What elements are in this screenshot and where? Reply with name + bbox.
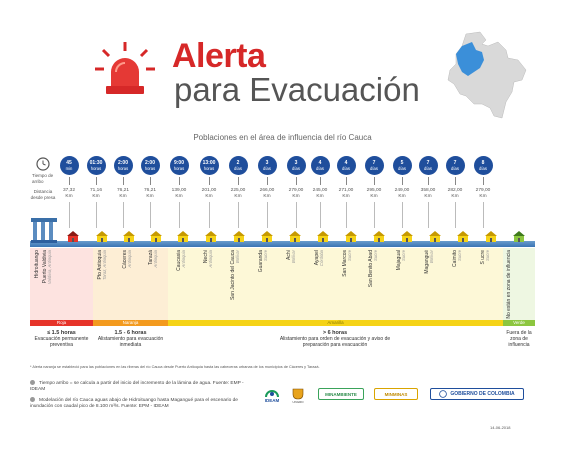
time-value: 2 (236, 159, 240, 166)
stop-line (320, 202, 321, 228)
ideam-logo: IDEAM (260, 388, 284, 403)
house-icon (484, 230, 498, 242)
distance-unit: Km (479, 194, 487, 199)
place-label (258, 250, 268, 312)
distance-unit: Km (292, 194, 300, 199)
place-department: Valdivia, Antioquia (47, 250, 52, 285)
time-unit: días (424, 165, 432, 171)
place-name: San Benito Abad (368, 250, 374, 288)
time-value: 4 (344, 159, 348, 166)
timeline-tick (267, 177, 268, 185)
gobierno-logo: GOBIERNO DE COLOMBIA (430, 388, 524, 400)
place-name: Guaranda (258, 250, 264, 273)
stop-line (150, 202, 151, 228)
stop-line (69, 202, 70, 228)
distance-value (443, 188, 467, 200)
place-department: Antioquia (153, 250, 158, 268)
place-label (203, 250, 213, 312)
distance-value (390, 188, 414, 200)
gobierno-seal-icon (439, 390, 447, 398)
bullet-dot (30, 380, 35, 385)
place-name: Pto Antioquia (97, 250, 103, 280)
distance-value (416, 188, 440, 200)
stop-line (209, 202, 210, 228)
house-icon (204, 230, 218, 242)
place-label (480, 250, 490, 312)
timeline-tick (402, 177, 403, 185)
place-department: Sucre (263, 250, 268, 261)
time-unit: días (451, 165, 459, 171)
time-unit: horas (144, 165, 156, 171)
distance-number: 225,00 (230, 188, 246, 193)
distance-value (308, 188, 332, 200)
place-department: Antioquia (208, 250, 213, 268)
distance-number: 279,00 (475, 188, 491, 193)
timeline-tick (69, 177, 70, 185)
time-circle (337, 156, 356, 175)
house-icon (428, 230, 442, 242)
place-name: Magangué (424, 250, 430, 274)
minambiente-logo: MINAMBIENTE (318, 388, 364, 400)
time-unit: horas (117, 165, 129, 171)
timeline-tick (374, 177, 375, 185)
distance-number: 71,16 (89, 188, 102, 193)
place-department: Bolívar (235, 250, 240, 264)
timeline-tick (483, 177, 484, 185)
distance-unit: Km (234, 194, 242, 199)
place-label (230, 250, 240, 312)
place-name: San Jacinto del Cauca (230, 250, 236, 301)
distance-value (84, 188, 108, 200)
distance-unit: Km (342, 194, 350, 199)
place-label (424, 250, 434, 312)
stop-line (267, 202, 268, 228)
timeline-tick (296, 177, 297, 185)
place-name: S ucre (480, 250, 486, 265)
place-name: Nechí (203, 250, 209, 264)
clock-icon (36, 157, 50, 171)
distance-number: 358,00 (420, 188, 436, 193)
distance-unit: Km (92, 194, 100, 199)
dam-icon (30, 216, 58, 244)
stop-line (483, 202, 484, 228)
distance-number: 76,21 (116, 188, 129, 193)
stop-line (238, 202, 239, 228)
zone-yellow-bar: Amarilla (168, 320, 503, 326)
place-name: Cáceres (122, 250, 128, 269)
place-department: Córdoba (319, 250, 324, 267)
time-value: 9:00 (173, 159, 184, 166)
time-circle (114, 156, 133, 175)
bullet-dot (30, 397, 35, 402)
ideam-icon (265, 388, 279, 398)
minminas-logo: MINMINAS (374, 388, 418, 400)
distance-unit: Km (146, 194, 154, 199)
time-unit: min (65, 165, 73, 171)
time-unit: días (316, 165, 324, 171)
place-label (368, 250, 378, 312)
stop-line (374, 202, 375, 228)
title-para-evacuacion: para Evacuación (174, 71, 420, 108)
house-icon (260, 230, 274, 242)
time-value: 3 (294, 159, 298, 166)
place-name: Ayapel (314, 250, 320, 266)
distance-unit: Km (451, 194, 459, 199)
place-name: Puerto Valdivia (42, 250, 48, 284)
zone-green-bar: Verde (503, 320, 535, 326)
time-value: 5 (400, 159, 404, 166)
place-name: San Marcos (342, 250, 348, 277)
distance-value (362, 188, 386, 200)
house-icon (512, 230, 526, 242)
timeline-tick (428, 177, 429, 185)
distance-number: 245,00 (312, 188, 328, 193)
place-label (97, 250, 107, 312)
distance-value (111, 188, 135, 200)
place-label (148, 250, 158, 312)
house-icon (288, 230, 302, 242)
place-name: Achí (286, 250, 292, 261)
distance-number: 279,00 (288, 188, 304, 193)
time-circle (87, 156, 106, 175)
distance-value (471, 188, 495, 200)
distance-value (284, 188, 308, 200)
timeline-tick (320, 177, 321, 185)
bullet-modelacion: Modelación del río Cauca aguas abajo de Hidroituango hasta Magangué para el escenario de inundación con caudal pico de 8.100 m³/s. Fuente: EPM - IDEAM (30, 397, 238, 409)
distance-value (255, 188, 279, 200)
place-department: Sucre (401, 250, 406, 261)
place-label (342, 250, 352, 312)
distance-number: 249,00 (394, 188, 410, 193)
distance-value (226, 188, 250, 200)
house-icon (400, 230, 414, 242)
place-department: Sucre (485, 250, 490, 261)
time-circle (446, 156, 465, 175)
stop-line (123, 202, 124, 228)
distance-value (138, 188, 162, 200)
distance-unit: Km (175, 194, 183, 199)
stop-line (455, 202, 456, 228)
date-label: 14-06-2018 (490, 425, 511, 430)
timeline-tick (150, 177, 151, 185)
place-department: Sucre (373, 250, 378, 261)
stop-line (346, 202, 347, 228)
zone-yellow-desc: > 6 horas Alistamiento para orden de evacuación y aviso de preparación para evacuación (279, 330, 391, 348)
subtitle: Poblaciones en el área de influencia del río Cauca (193, 133, 372, 142)
timeline-tick (455, 177, 456, 185)
house-icon (149, 230, 163, 242)
house-icon (456, 230, 470, 242)
house-icon (344, 230, 358, 242)
time-circle (229, 156, 248, 175)
time-unit: horas (203, 165, 215, 171)
distance-unit: Km (263, 194, 271, 199)
footnote: * Alerta naranja se estableció para las poblaciones en las riberas del río Cauca desde Puerto Antioquia hasta las cabeceras urbanas de los municipios de Cáceres y Tarazá. (30, 365, 320, 369)
time-circle (393, 156, 412, 175)
time-circle (141, 156, 160, 175)
colombia-map-icon (436, 30, 532, 122)
place-label (122, 250, 132, 312)
house-icon (122, 230, 136, 242)
distance-unit: Km (205, 194, 213, 199)
stop-line (402, 202, 403, 228)
house-icon (232, 230, 246, 242)
distance-value (334, 188, 358, 200)
timeline-tick (238, 177, 239, 185)
ungrd-shield-icon (292, 388, 304, 400)
stop-line (179, 202, 180, 228)
place-label (176, 250, 186, 312)
place-name: Tarazá (148, 250, 154, 266)
place-name: Caimito (452, 250, 458, 267)
place-name: Caucasia (176, 250, 182, 271)
distance-number: 139,00 (171, 188, 187, 193)
time-unit: días (292, 165, 300, 171)
place-department: Bolívar (291, 250, 296, 264)
time-value: 3 (265, 159, 269, 166)
time-unit: días (370, 165, 378, 171)
time-value: 7 (372, 159, 376, 166)
distance-label: Distancia desde presa (30, 189, 56, 200)
timeline-tick (123, 177, 124, 185)
distance-unit: Km (65, 194, 73, 199)
time-value: 8 (481, 159, 485, 166)
time-value: 2:00 (117, 159, 128, 166)
house-icon (95, 230, 109, 242)
timeline-tick (346, 177, 347, 185)
zone-red-desc: ≤ 1.5 horas Evacuación permanente preventiva (34, 330, 89, 348)
time-unit: días (398, 165, 406, 171)
place-department: Taraz, Antioquia (102, 250, 107, 280)
zone-green-desc: Fuera de la zona de influencia (506, 330, 532, 348)
distance-unit: Km (424, 194, 432, 199)
time-value: 7 (426, 159, 430, 166)
timeline-tick (209, 177, 210, 185)
time-circle (419, 156, 438, 175)
time-unit: horas (90, 165, 102, 171)
time-unit: días (263, 165, 271, 171)
time-value: 4 (318, 159, 322, 166)
distance-number: 282,00 (447, 188, 463, 193)
time-value: 7 (453, 159, 457, 166)
title-alerta: Alerta (172, 37, 266, 75)
time-circle (287, 156, 306, 175)
time-circle (365, 156, 384, 175)
zone-red-bar: Roja (30, 320, 93, 326)
time-value: 45 (66, 159, 72, 166)
house-icon (66, 230, 80, 242)
distance-number: 76,21 (143, 188, 156, 193)
house-icon (316, 230, 330, 242)
distance-number: 266,00 (259, 188, 275, 193)
time-value: 01:30 (89, 159, 103, 166)
distance-value (197, 188, 221, 200)
place-name: Hidroituango (34, 250, 40, 279)
place-name: No están en zona de influencia (506, 250, 512, 319)
time-unit: días (342, 165, 350, 171)
time-unit: días (479, 165, 487, 171)
place-label (286, 250, 296, 312)
house-icon (176, 230, 190, 242)
ungrd-logo: UNGRD (288, 388, 308, 404)
distance-value (57, 188, 81, 200)
time-circle (258, 156, 277, 175)
distance-unit: Km (370, 194, 378, 199)
timeline-tick (96, 177, 97, 185)
stop-line (96, 202, 97, 228)
distance-unit: Km (316, 194, 324, 199)
place-department: Sucre (347, 250, 352, 261)
time-circle (474, 156, 493, 175)
place-label (506, 250, 516, 319)
distance-number: 201,00 (201, 188, 217, 193)
place-department: Bolívar (429, 250, 434, 264)
distance-number: 295,00 (366, 188, 382, 193)
time-circle (200, 156, 219, 175)
zone-orange-desc: 1.5 - 6 horas Alistamiento para evacuación inmediata (97, 330, 164, 348)
distance-unit: Km (119, 194, 127, 199)
place-label (396, 250, 406, 312)
siren-icon (95, 42, 155, 98)
time-value: 13:00 (202, 159, 216, 166)
place-department: Sucre (457, 250, 462, 261)
distance-unit: Km (398, 194, 406, 199)
bullet-tiempo-arribo: Tiempo arribo = se calcula a partir del inicio del incremento de la lámina de agua. Fuente: EMP - IDEAM (30, 380, 244, 392)
stop-line (296, 202, 297, 228)
time-unit: horas (173, 165, 185, 171)
time-circle (60, 156, 79, 175)
place-department: Antioquia (127, 250, 132, 268)
time-circle (311, 156, 330, 175)
place-department: Antioquia (181, 250, 186, 268)
time-unit: días (234, 165, 242, 171)
time-circle (170, 156, 189, 175)
time-label: Tiempo de arribo (32, 173, 54, 184)
time-value: 2:00 (144, 159, 155, 166)
house-icon (372, 230, 386, 242)
zone-orange-bar: Naranja (93, 320, 168, 326)
distance-number: 271,00 (338, 188, 354, 193)
distance-value (167, 188, 191, 200)
place-label (314, 250, 324, 312)
place-label (42, 250, 52, 312)
distance-number: 37,32 (62, 188, 75, 193)
place-label (452, 250, 462, 312)
stop-line (428, 202, 429, 228)
timeline-tick (179, 177, 180, 185)
place-name: Majagual (396, 250, 402, 271)
